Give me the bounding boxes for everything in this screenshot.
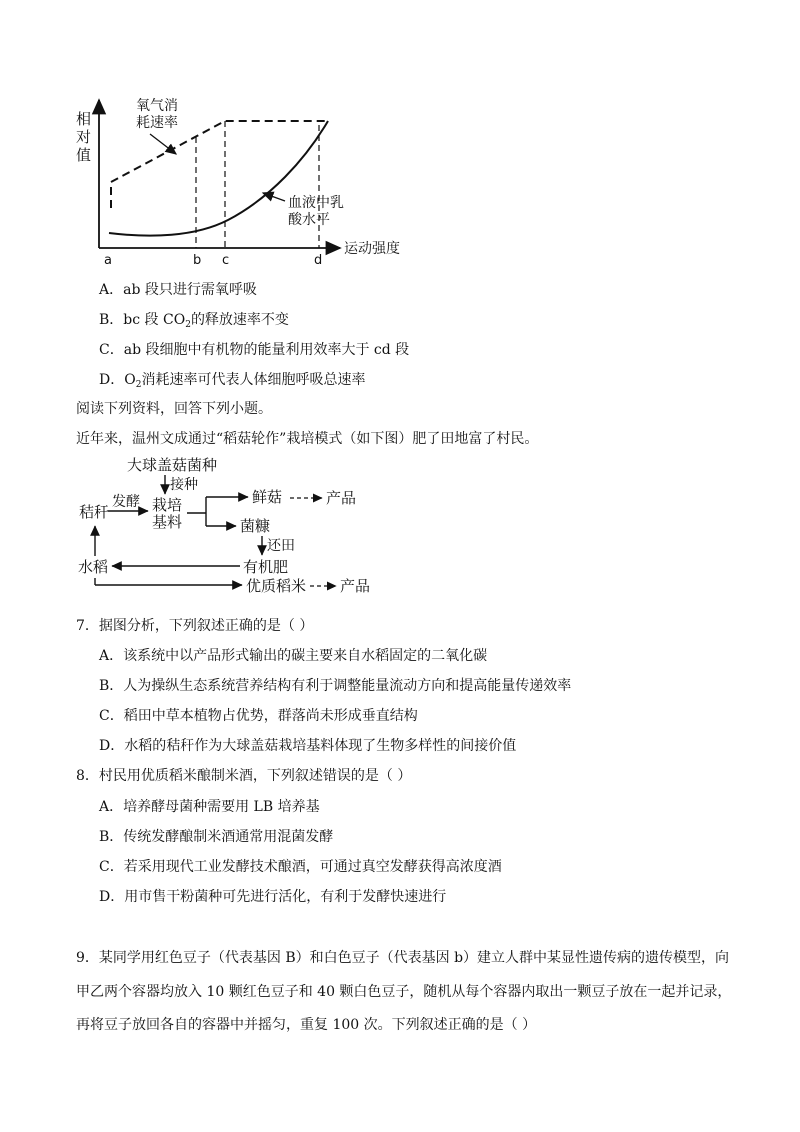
node-straw: 秸秆 xyxy=(79,503,110,521)
node-residue: 菌糠 xyxy=(240,517,271,535)
q8-option-b: B．传统发酵酿制米酒通常用混菌发酵 xyxy=(99,829,334,845)
y-axis-label-1: 相 xyxy=(76,110,92,128)
node-rice: 水稻 xyxy=(78,558,109,576)
label-return: 还田 xyxy=(267,538,295,554)
label-ferment: 发酵 xyxy=(112,494,140,510)
y-axis-label-2: 对 xyxy=(76,128,92,146)
tick-d: d xyxy=(314,253,323,268)
q6-option-d: D．$O_2$消耗速率可代表人体细胞呼吸总速率 xyxy=(99,372,366,390)
tick-b: b xyxy=(193,253,202,268)
q6-option-a: A．ab 段只进行需氧呼吸 xyxy=(99,282,257,298)
o2-label-2: 耗速率 xyxy=(136,115,178,131)
tick-c: c xyxy=(222,253,230,268)
q9-line-2: 甲乙两个容器均放入 10 颗红色豆子和 40 颗白色豆子，随机从每个容器内取出一颗豆子放在一起并记录， xyxy=(76,984,732,1000)
y-axis-label-3: 值 xyxy=(76,146,92,164)
q8-option-c: C．若采用现代工业发酵技术酿酒，可通过真空发酵获得高浓度酒 xyxy=(99,859,502,875)
node-fertilizer: 有机肥 xyxy=(243,558,289,576)
o2-label-1: 氧气消 xyxy=(136,98,178,114)
reading-intro: 阅读下列资料，回答下列小题。 xyxy=(76,401,272,417)
q9-line-1: 9．某同学用红色豆子（代表基因 B）和白色豆子（代表基因 b）建立人群中某显性遗传病的遗传模型，向 xyxy=(76,950,730,966)
node-product-2: 产品 xyxy=(340,577,371,595)
node-fresh-mushroom: 鲜菇 xyxy=(252,488,283,506)
label-inoculate: 接种 xyxy=(170,477,198,493)
reading-material: 近年来，温州文成通过“稻菇轮作”栽培模式（如下图）肥了田地富了村民。 xyxy=(76,431,539,447)
node-quality-rice: 优质稻米 xyxy=(246,577,307,595)
lactic-label-1: 血液中乳 xyxy=(288,195,344,211)
lactic-label-2: 酸水平 xyxy=(288,212,330,228)
q9-line-3: 再将豆子放回各自的容器中并摇匀，重复 100 次。下列叙述正确的是（ ） xyxy=(76,1017,537,1033)
x-axis-label: 运动强度 xyxy=(344,241,400,257)
tick-a: a xyxy=(104,253,112,268)
q8-stem: 8．村民用优质稻米酿制米酒，下列叙述错误的是（ ） xyxy=(76,768,412,784)
q8-option-d: D．用市售干粉菌种可先进行活化，有利于发酵快速进行 xyxy=(99,889,447,905)
node-spawn: 大球盖菇菌种 xyxy=(127,456,218,474)
q7-option-d: D．水稻的秸秆作为大球盖菇栽培基料体现了生物多样性的间接价值 xyxy=(99,738,517,754)
q6-option-c: C．ab 段细胞中有机物的能量利用效率大于 cd 段 xyxy=(99,342,410,358)
node-medium-1: 栽培 xyxy=(152,496,183,514)
node-medium-2: 基料 xyxy=(152,513,183,531)
q7-option-a: A．该系统中以产品形式输出的碳主要来自水稻固定的二氧化碳 xyxy=(99,648,488,664)
q7-stem: 7．据图分析，下列叙述正确的是（ ） xyxy=(76,618,314,634)
q7-option-c: C．稻田中草本植物占优势，群落尚未形成垂直结构 xyxy=(99,708,418,724)
node-product-1: 产品 xyxy=(326,489,357,507)
q7-option-b: B．人为操纵生态系统营养结构有利于调整能量流动方向和提高能量传递效率 xyxy=(99,678,572,694)
q6-option-b: B．bc 段 $CO_2$的释放速率不变 xyxy=(99,312,289,330)
q8-option-a: A．培养酵母菌种需要用 LB 培养基 xyxy=(99,799,320,815)
